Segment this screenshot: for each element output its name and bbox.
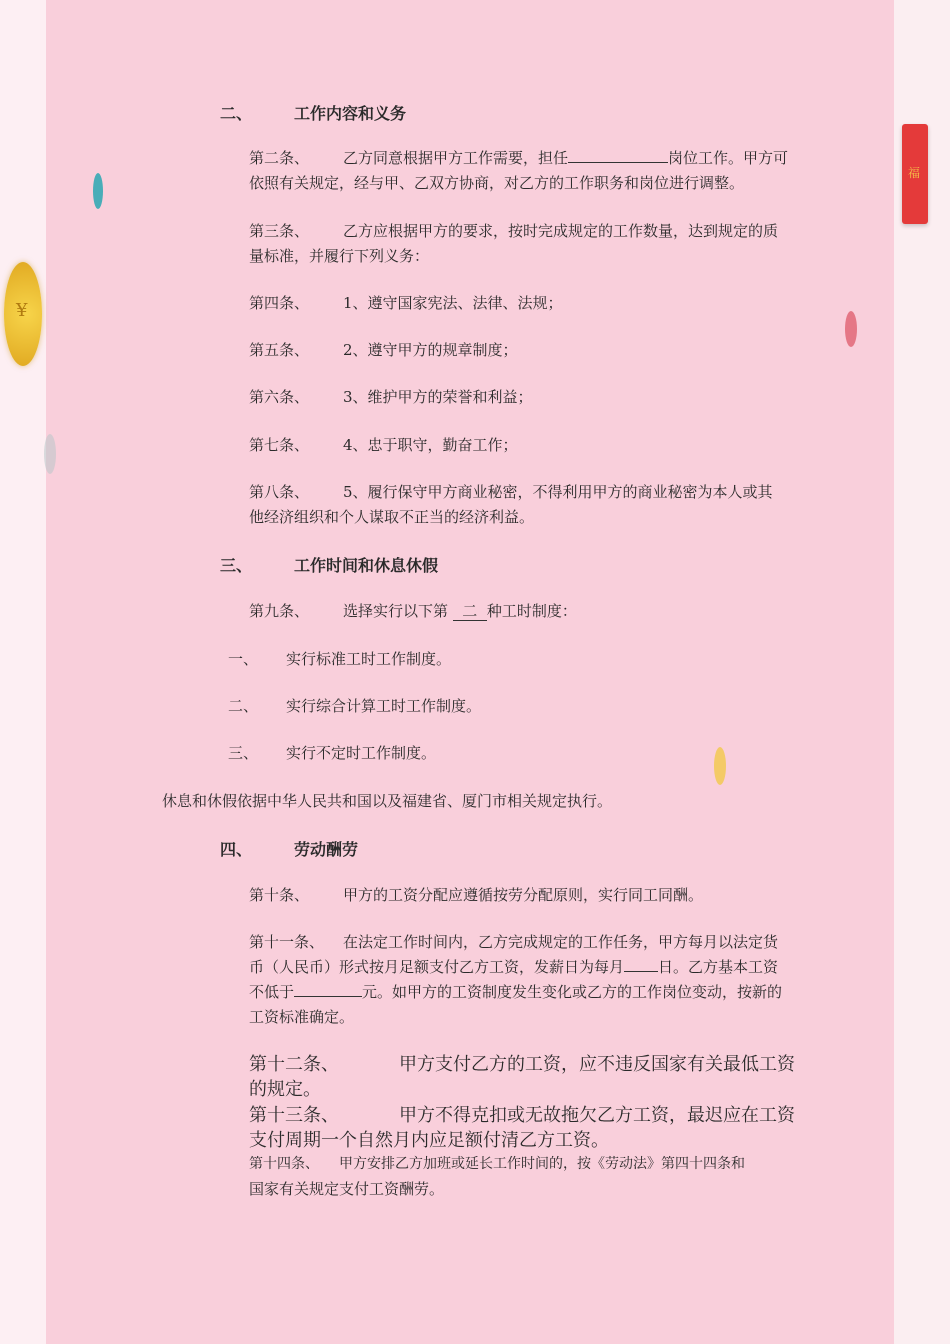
yellow-drop-decoration xyxy=(714,747,726,785)
clause-2-line-1: 第二条、 乙方同意根据甲方工作需要，担任 岗位工作。甲方可 xyxy=(249,146,788,171)
clause-11-line-2: 币（人民币）形式按月足额支付乙方工资，发薪日为每月 日。乙方基本工资 xyxy=(249,955,778,980)
clause-4: 第四条、 1、遵守国家宪法、法律、法规； xyxy=(249,294,563,312)
section-heading-3: 三、 工作时间和休息休假 xyxy=(220,556,439,575)
clause-9: 第九条、 选择实行以下第 二 种工时制度： xyxy=(249,602,577,620)
clause-7: 第七条、 4、忠于职守，勤奋工作； xyxy=(249,436,518,454)
clause-8-line-1: 第八条、 5、履行保守甲方商业秘密，不得利用甲方的商业秘密为本人或其 xyxy=(249,483,773,501)
clause-10: 第十条、 甲方的工资分配应遵循按劳分配原则，实行同工同酬。 xyxy=(249,886,704,904)
work-hour-option-2: 二、 实行综合计算工时工作制度。 xyxy=(228,697,482,715)
gold-coin-icon: ¥ xyxy=(4,262,42,366)
clause-12-line-1: 第十二条、 甲方支付乙方的工资，应不违反国家有关最低工资 xyxy=(249,1054,795,1075)
section-heading-4: 四、 劳动酬劳 xyxy=(220,840,359,859)
clause-5: 第五条、 2、遵守甲方的规章制度； xyxy=(249,341,518,359)
work-hour-option-1: 一、 实行标准工时工作制度。 xyxy=(228,650,452,668)
clause-3-line-2: 量标准，并履行下列义务： xyxy=(249,247,430,265)
clause-13-line-2: 支付周期一个自然月内应足额付清乙方工资。 xyxy=(249,1130,609,1151)
clause-14-line-2: 国家有关规定支付工资酬劳。 xyxy=(249,1180,445,1198)
clause-3-line-1: 第三条、 乙方应根据甲方的要求，按时完成规定的工作数量，达到规定的质 xyxy=(249,222,779,240)
clause-12-line-2: 的规定。 xyxy=(249,1079,321,1100)
clause-6: 第六条、 3、维护甲方的荣誉和利益； xyxy=(249,388,533,406)
red-envelope-icon: 福 xyxy=(902,124,928,224)
section-heading-2: 二、 工作内容和义务 xyxy=(220,104,407,123)
clause-13-line-1: 第十三条、 甲方不得克扣或无故拖欠乙方工资，最迟应在工资 xyxy=(249,1105,795,1126)
clause-2-line-2: 依照有关规定，经与甲、乙双方协商，对乙方的工作职务和岗位进行调整。 xyxy=(249,174,745,192)
work-hour-option-3: 三、 实行不定时工作制度。 xyxy=(228,744,437,762)
rest-leave-paragraph: 休息和休假依据中华人民共和国以及福建省、厦门市相关规定执行。 xyxy=(162,792,613,810)
page-left-margin xyxy=(0,0,46,1344)
clause-11-line-3: 不低于 元。如甲方的工资制度发生变化或乙方的工作岗位变动，按新的 xyxy=(249,980,782,1005)
clause-11-line-1: 第十一条、 在法定工作时间内，乙方完成规定的工作任务，甲方每月以法定货 xyxy=(249,933,779,951)
clause-11-line-4: 工资标准确定。 xyxy=(249,1008,355,1026)
clause-14-line-1: 第十四条、 甲方安排乙方加班或延长工作时间的，按《劳动法》第四十四条和 xyxy=(249,1156,745,1172)
gray-drop-decoration xyxy=(44,434,56,474)
clause-8-line-2: 他经济组织和个人谋取不正当的经济利益。 xyxy=(249,508,535,526)
red-drop-decoration xyxy=(845,311,857,347)
teal-drop-decoration xyxy=(93,173,103,209)
